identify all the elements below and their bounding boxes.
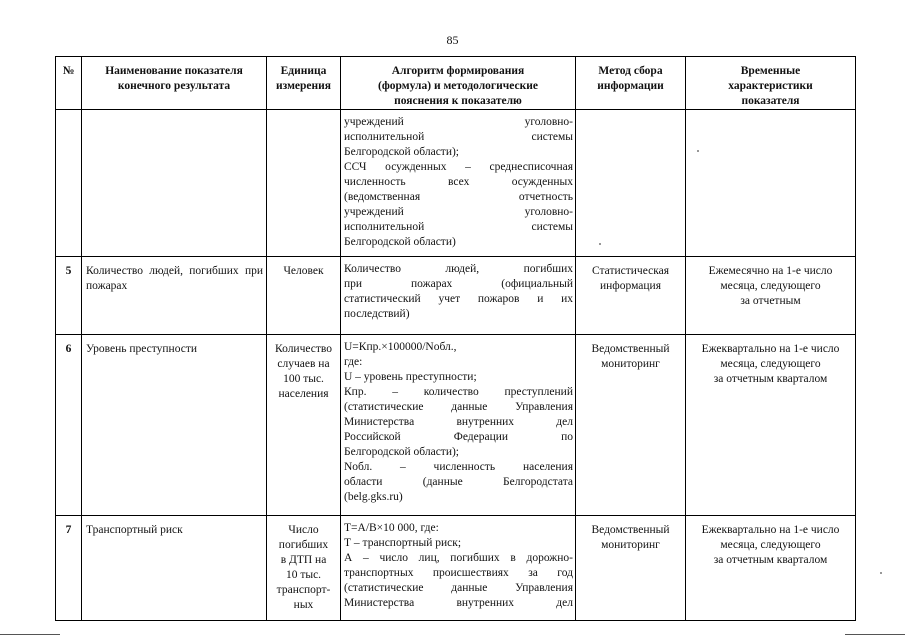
- cell-time: [686, 110, 856, 257]
- cell-unit: Число погибших в ДТП на 10 тыс. транспорт- ных: [267, 516, 341, 621]
- cell-method: Ведомственный мониторинг: [576, 335, 686, 516]
- table-header-row: [56, 57, 856, 110]
- header-indicator-name: Наименование показателя конечного результата: [82, 57, 267, 110]
- page-number: 85: [446, 33, 459, 47]
- scan-edge-mark-left: [0, 634, 60, 635]
- cell-unit: [267, 110, 341, 257]
- cell-algorithm: Количество людей, погибших при пожарах (официальный статистический учет пожаров и их последствий): [341, 257, 576, 335]
- cell-method: [576, 110, 686, 257]
- indicators-table: [55, 56, 856, 621]
- cell-number: 7: [56, 516, 82, 621]
- cell-name: Количество людей, погибших при пожарах: [82, 257, 267, 335]
- table-row: [56, 335, 856, 516]
- cell-algorithm: U=Кпр.×100000/Nобл., где: U – уровень преступности; Кпр. – количество преступлений (статистические данные Управления Министерства внутренних дел Российской Федерации по Белгородской области); Nобл. – численность населения области (данные Белгородстата (belg.gks.ru): [341, 335, 576, 516]
- header-number: №: [56, 57, 82, 110]
- table-row: [56, 257, 856, 335]
- cell-algorithm: учреждений уголовно- исполнительной системы Белгородской области); ССЧ осужденных – среднесписочная численность всех осужденных (ведомственная отчетность учреждений уголовно- исполнительной системы Белгородской области): [341, 110, 576, 257]
- cell-number: [56, 110, 82, 257]
- header-unit: Единица измерения: [267, 57, 341, 110]
- scan-speck: [599, 243, 601, 245]
- cell-unit: Человек: [267, 257, 341, 335]
- scan-speck: [880, 572, 882, 574]
- cell-time: Ежемесячно на 1-е число месяца, следующего за отчетным: [686, 257, 856, 335]
- header-method: Метод сбора информации: [576, 57, 686, 110]
- cell-name: Транспортный риск: [82, 516, 267, 621]
- cell-name: Уровень преступности: [82, 335, 267, 516]
- cell-time: Ежеквартально на 1-е число месяца, следующего за отчетным кварталом: [686, 335, 856, 516]
- scan-edge-mark-right: [845, 634, 905, 635]
- header-time: Временные характеристики показателя: [686, 57, 856, 110]
- cell-number: 5: [56, 257, 82, 335]
- cell-method: Статистическая информация: [576, 257, 686, 335]
- cell-unit: Количество случаев на 100 тыс. населения: [267, 335, 341, 516]
- cell-time: Ежеквартально на 1-е число месяца, следующего за отчетным кварталом: [686, 516, 856, 621]
- cell-method: Ведомственный мониторинг: [576, 516, 686, 621]
- table-row-continuation: [56, 110, 856, 257]
- table-row: [56, 516, 856, 621]
- header-algorithm: Алгоритм формирования (формула) и методологические пояснения к показателю: [341, 57, 576, 110]
- cell-name: [82, 110, 267, 257]
- cell-algorithm: Т=А/В×10 000, где: Т – транспортный риск; А – число лиц, погибших в дорожно- транспортных происшествиях за год (статистические данные Управления Министерства внутренних дел: [341, 516, 576, 621]
- scan-speck: [697, 150, 699, 152]
- cell-number: 6: [56, 335, 82, 516]
